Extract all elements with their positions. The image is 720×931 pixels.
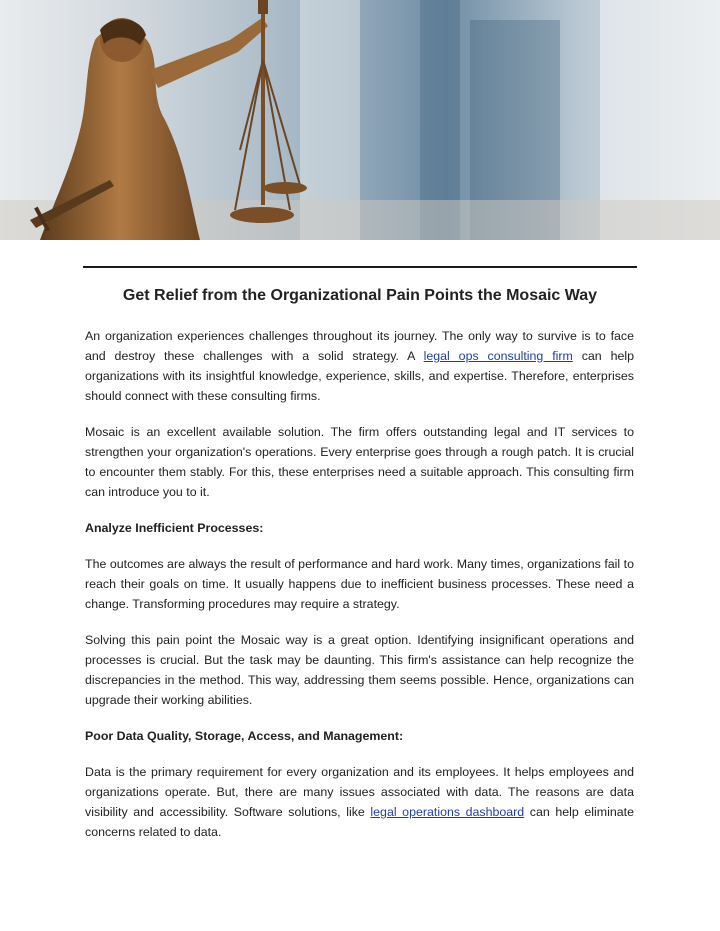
heading-analyze-processes: Analyze Inefficient Processes: [85, 521, 264, 535]
paragraph-data-text-2: can help eliminate concerns related to data. [85, 805, 634, 839]
paragraph-data [85, 762, 634, 842]
heading-data-quality: Poor Data Quality, Storage, Access, and Management: [85, 729, 404, 743]
paragraph-intro [85, 326, 634, 406]
hero-image [0, 0, 720, 240]
paragraph-intro-text-1: An organization experiences challenges throughout its journey. The only way to survive is to face and destroy these challenges with a solid strategy. A [85, 329, 634, 363]
article-title: Get Relief from the Organizational Pain Points the Mosaic Way [122, 287, 598, 304]
title-divider [83, 266, 637, 268]
legal-operations-dashboard-link[interactable]: legal operations dashboard [370, 805, 525, 819]
lady-justice-illustration [0, 0, 720, 240]
paragraph-solving: Solving this pain point the Mosaic way is a great option. Identifying insignificant operations and processes is crucial. But the task may be daunting. This firm's assistance can help recognize the discrepancies in the method. This way, addressing them seems possible. Hence, organizations can upgrade their working abilities. [85, 633, 634, 707]
legal-ops-consulting-link[interactable]: legal ops consulting firm [423, 349, 573, 363]
paragraph-intro-text-2: can help organizations with its insightful knowledge, experience, skills, and expertise. Therefore, enterprises should connect with these consulting firms. [85, 349, 634, 403]
paragraph-data-text-1: Data is the primary requirement for every organization and its employees. It helps employees and organizations operate. But, there are many issues associated with data. The reasons are data visibility and accessibility. Software solutions, like [85, 765, 634, 819]
article-body [85, 326, 634, 858]
paragraph-mosaic: Mosaic is an excellent available solution. The firm offers outstanding legal and IT services to strengthen your organization's operations. Every enterprise goes through a rough patch. It is crucial to encounter them stably. For this, these enterprises need a suitable approach. This consulting firm can introduce you to it. [85, 425, 634, 499]
paragraph-outcomes: The outcomes are always the result of performance and hard work. Many times, organizations fail to reach their goals on time. It usually happens due to inefficient business processes. These need a change. Transforming procedures may require a strategy. [85, 557, 634, 611]
